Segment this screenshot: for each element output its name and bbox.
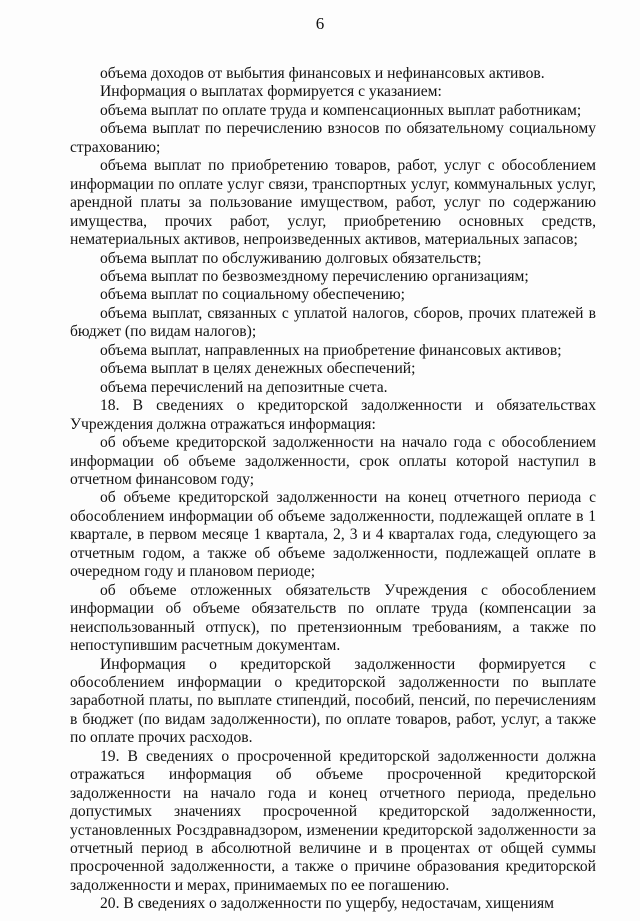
- paragraph: объема выплат по обслуживанию долговых обязательств;: [100, 249, 482, 267]
- paragraph: Информация о кредиторской задолженности формируется с обособлением информации о кредиторской задолженности по выплате заработной платы, по выплате стипендий, пособий, пенсий, по перечислениям в бюджет (по видам задолженности), по оплате товаров, работ, услуг, а также по оплате прочих расходов.: [70, 655, 596, 747]
- paragraph: об объеме кредиторской задолженности на начало года с обособлением информации об объеме задолженности, срок оплаты которой наступил в отчетном финансовом году;: [70, 434, 596, 488]
- paragraph: объема выплат, направленных на приобретение финансовых активов;: [100, 341, 562, 359]
- paragraph: об объеме отложенных обязательств Учреждения с обособлением информации об объеме обязательств по оплате труда (компенсации за неиспользованный отпуск), по претензионным требованиям, а также по непоступившим расчетным документам.: [70, 581, 596, 655]
- paragraph: объема выплат по перечислению взносов по обязательному социальному страхованию;: [70, 120, 596, 156]
- paragraph: объема выплат по оплате труда и компенсационных выплат работникам;: [100, 101, 582, 119]
- section-19-paragraph: 19. В сведениях о просроченной кредиторской задолженности должна отражаться информация об объеме просроченной кредиторской задолженности на начало года и конец отчетного периода, предельно допустимых значениях просроченной кредиторской задолженности, установленных Росздравнадзором, изменении кредиторской задолженности за отчетный период в абсолютной величине и в процентах от общей суммы просроченной задолженности, а также о причине образования кредиторской задолженности и мерах, принимаемых по ее погашению.: [70, 747, 596, 894]
- section-20-paragraph: 20. В сведениях о задолженности по ущербу, недостачам, хищениям: [100, 895, 555, 913]
- paragraph: об объеме кредиторской задолженности на конец отчетного периода с обособлением информации об объеме задолженности, подлежащей оплате в 1 квартале, в первом месяце 1 квартала, 2, 3 и 4 кварталах года, следующего за отчетным годом, а также об объеме задолженности, подлежащей оплате в очередном году и плановом периоде;: [70, 489, 596, 581]
- paragraph: объема доходов от выбытия финансовых и нефинансовых активов.: [100, 65, 545, 82]
- paragraph: объема выплат, связанных с уплатой налогов, сборов, прочих платежей в бюджет (по видам налогов);: [70, 304, 596, 341]
- paragraph: объема выплат в целях денежных обеспечений;: [100, 360, 416, 378]
- document-body: [70, 65, 596, 914]
- paragraph: объема выплат по социальному обеспечению;: [100, 286, 405, 304]
- section-18-heading: 18. В сведениях о кредиторской задолженности и обязательствах Учреждения должна отражаться информация:: [70, 397, 596, 433]
- paragraph: объема выплат по безвозмездному перечислению организациям;: [100, 267, 529, 285]
- paragraph: объема перечислений на депозитные счета.: [100, 378, 388, 396]
- page-number: 6: [315, 14, 325, 33]
- paragraph: объема выплат по приобретению товаров, работ, услуг с обособлением информации по оплате услуг связи, транспортных услуг, коммунальных услуг, арендной платы за пользование имуществом, работ, услуг по содержанию имущества, прочих работ, услуг, приобретению основных средств, нематериальных активов, непроизведенных активов, материальных запасов;: [70, 157, 596, 249]
- paragraph: Информация о выплатах формируется с указанием:: [100, 83, 442, 101]
